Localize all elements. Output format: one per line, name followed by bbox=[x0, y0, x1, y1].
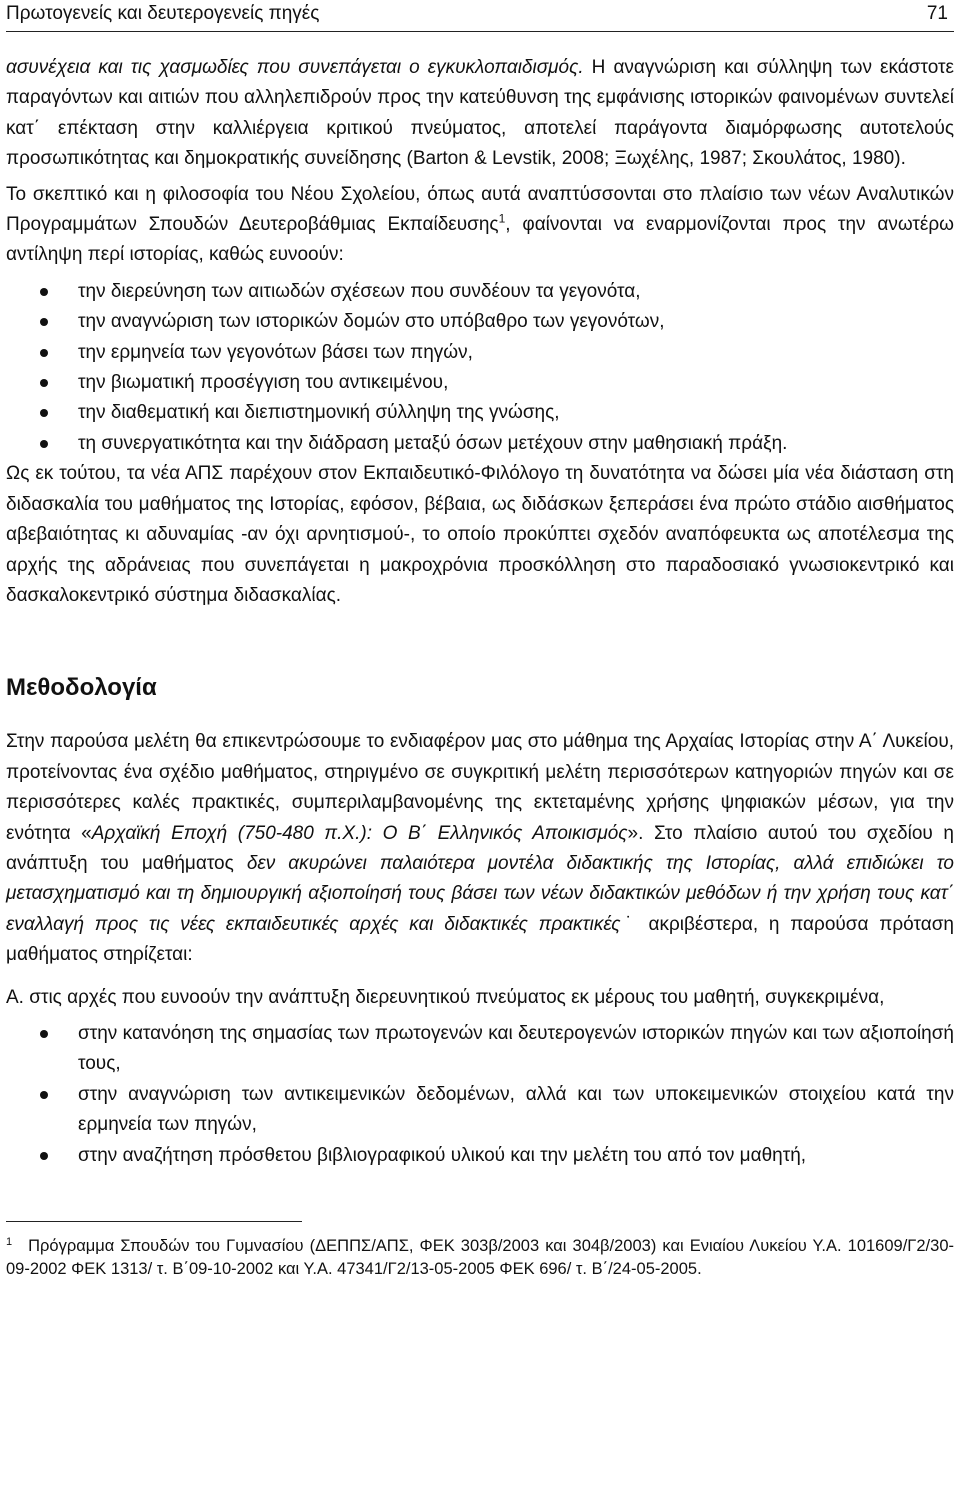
bullet-icon bbox=[40, 288, 48, 296]
list-item: τη συνεργατικότητα και την διάδραση μεταξύ όσων μετέχουν στην μαθησιακή πράξη. bbox=[6, 429, 954, 459]
footnote bbox=[6, 1235, 954, 1280]
list-item: στην κατανόηση της σημασίας των πρωτογενών και δευτερογενών ιστορικών πηγών και των αξιοποίησή τους, bbox=[6, 1019, 954, 1080]
philosophy-after: , φαίνονται να εναρμονίζονται προς την ανωτέρω αντίληψη περί ιστορίας, καθώς ευνοούν: bbox=[6, 214, 954, 266]
footnote-divider bbox=[6, 1221, 302, 1222]
aims-list bbox=[6, 277, 954, 459]
running-header bbox=[6, 3, 954, 32]
running-title: Πρωτογενείς και δευτερογενείς πηγές bbox=[6, 3, 320, 24]
intro-italic: ασυνέχεια και τις χασμωδίες που συνεπάγεται ο εγκυκλοπαιδισμός. bbox=[6, 57, 584, 78]
list-item: στην αναζήτηση πρόσθετου βιβλιογραφικού υλικού και την μελέτη του από τον μαθητή, bbox=[6, 1141, 954, 1171]
footnote-mark: 1 bbox=[6, 1235, 13, 1248]
bullet-icon bbox=[40, 349, 48, 357]
methodology-paragraph: Στην παρούσα μελέτη θα επικεντρώσουμε το ενδιαφέρον μας στο μάθημα της Αρχαίας Ιστορίας στην Α΄ Λυκείου, προτείνοντας ένα σχέδιο μαθήματος, στηριγμένο σε συγκριτική μελέτη περισσότερων κατηγοριών πηγών και σε περισσότερες καλές πρακτικές, συμπεριλαμβανομένης της εκτεταμένης χρήσης ψηφιακών μέσων, για την ενότητα «Αρχαϊκή Εποχή (750-480 π.Χ.): Ο Β΄ Ελληνικός Αποικισμός». Στο πλαίσιο αυτού του σχεδίου η ανάπτυξη του μαθήματος δεν ακυρώνει παλαιότερα μοντέλα διδακτικής της Ιστορίας, αλλά επιδιώκει το μετασχηματισμό και τη δημιουργική αξιοποίησή τους βάσει των νέων διδακτικών μεθόδων ή την χρήση τους κατ΄ εναλλαγή προς τις νέες εκπαιδευτικές αρχές και διδακτικές πρακτικές˙ ακριβέστερα, η παρούσα πρόταση μαθήματος στηρίζεται: bbox=[6, 731, 954, 966]
document-page bbox=[6, 0, 954, 1280]
list-item: την ερμηνεία των γεγονότων βάσει των πηγών, bbox=[6, 338, 954, 368]
list-item: την διαθεματική και διεπιστημονική σύλληψη της γνώσης, bbox=[6, 398, 954, 428]
list-item: στην αναγνώριση των αντικειμενικών δεδομένων, αλλά και των υποκειμενικών στοιχείου κατά την ερμηνεία των πηγών, bbox=[6, 1080, 954, 1141]
bullet-icon bbox=[40, 1152, 48, 1160]
bullet-icon bbox=[40, 440, 48, 448]
unit-title: Αρχαϊκή Εποχή (750-480 π.Χ.): Ο Β΄ Ελληνικός Αποικισμός bbox=[91, 822, 628, 844]
bullet-icon bbox=[40, 318, 48, 326]
principles-paragraph: Α. στις αρχές που ευνοούν την ανάπτυξη διερευνητικού πνεύματος εκ μέρους του μαθητή, συγκεκριμένα, bbox=[6, 986, 885, 1008]
footnote-text: Πρόγραμμα Σπουδών του Γυμνασίου (ΔΕΠΠΣ/ΑΠΣ, ΦΕΚ 303β/2003 και 304β/2003) και Ενιαίου Λυκείου Υ.Α. 101609/Γ2/30-09-2002 ΦΕΚ 1313/ τ. Β΄09-10-2002 και Υ.Α. 47341/Γ2/13-05-2005 ΦΕΚ 696/ τ. Β΄/24-05-2005. bbox=[6, 1237, 954, 1278]
list-item: την διερεύνηση των αιτιωδών σχέσεων που συνδέουν τα γεγονότα, bbox=[6, 277, 954, 307]
list-item: την βιωματική προσέγγιση του αντικειμένου, bbox=[6, 368, 954, 398]
bullet-icon bbox=[40, 379, 48, 387]
footnote-ref[interactable]: 1 bbox=[498, 211, 506, 226]
list-item: την αναγνώριση των ιστορικών δομών στο υπόβαθρο των γεγονότων, bbox=[6, 307, 954, 337]
bullet-icon bbox=[40, 1091, 48, 1099]
philosophy-paragraph bbox=[6, 180, 954, 271]
philosophy-before: Το σκεπτικό και η φιλοσοφία του Νέου Σχολείου, όπως αυτά αναπτύσσονται στο πλαίσιο των νέων Αναλυτικών Προγραμμάτων Σπουδών Δευτεροβάθμιας Εκπαίδευσης bbox=[6, 183, 954, 236]
principles-list bbox=[6, 1019, 954, 1171]
conclusion-paragraph: Ως εκ τούτου, τα νέα ΑΠΣ παρέχουν στον Εκπαιδευτικό-Φιλόλογο τη δυνατότητα να δώσει μία νέα διάσταση στη διδασκαλία του μαθήματος της Ιστορίας, εφόσον, βέβαια, ως διδάσκων ξεπεράσει ένα πρώτο στάδιο αισθήματος αβεβαιότητας κι αδυναμίας -αν όχι αρνητισμού-, το οποίο προκύπτει σχεδόν αναπόφευκτα ως αποτέλεσμα της αρχής της αδράνειας που συνεπάγεται η μακροχρόνια προσκόλληση στο παραδοσιακό γνωσιοκεντρικό και δασκαλοκεντρικό σύστημα διδασκαλίας. bbox=[6, 463, 954, 606]
bullet-icon bbox=[40, 1030, 48, 1038]
methodology-italic: δεν ακυρώνει παλαιότερα μοντέλα διδακτικής της Ιστορίας, αλλά επιδιώκει το μετασχηματισμό και τη δημιουργική αξιοποίησή τους βάσει των νέων διδακτικών μεθόδων ή την χρήση τους κατ΄ εναλλαγή προς τις νέες εκπαιδευτικές αρχές και διδακτικές πρακτικές bbox=[6, 852, 954, 935]
section-heading: Μεθοδολογία bbox=[6, 674, 157, 702]
intro-text: Η αναγνώριση και σύλληψη των εκάστοτε παραγόντων και αιτιών που αλληλεπιδρούν προς την κατεύθυνση της εμφάνισης ιστορικών φαινομένων συντελεί κατ΄ επέκταση στην καλλιέργεια κριτικού πνεύματος, αποτελεί παράγοντα διαμόρφωσης αυτοτελούς προσωπικότητας και δημοκρατικής συνείδησης (Barton & Levstik, 2008; Ξωχέλης, 1987; Σκουλάτος, 1980). bbox=[6, 57, 954, 170]
bullet-icon bbox=[40, 409, 48, 417]
intro-paragraph bbox=[6, 53, 954, 175]
page-number: 71 bbox=[926, 3, 948, 24]
